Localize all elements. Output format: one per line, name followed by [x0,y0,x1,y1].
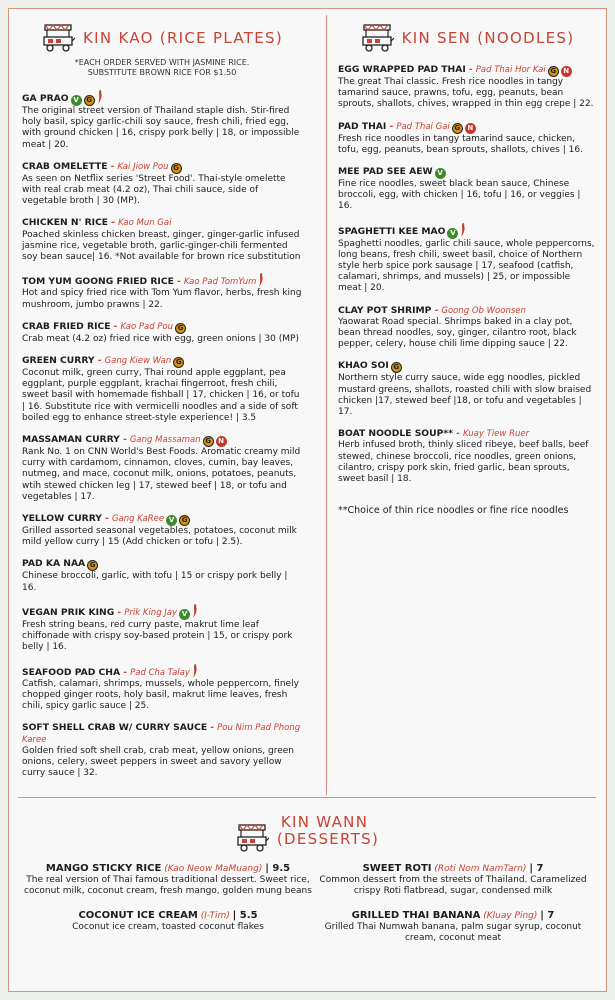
menu-item-thai-name: Kai Jiow Pou [117,161,169,172]
menu-item [22,664,302,713]
menu-item-name: CRAB FRIED RICE [22,320,111,332]
menu-item-description: Crab meat (4.2 oz) fried rice with egg, green onions | 30 (MP) [22,333,299,344]
name-separator: - [207,723,218,734]
menu-item-header [22,273,302,288]
menu-item-thai-name: Kao Mun Gai [118,218,172,229]
menu-item-name: YELLOW CURRY [22,513,102,525]
menu-item-description: Grilled assorted seasonal vegetables, potatoes, coconut milk mild yellow curry | 15 (Add chicken or tofu | 2.5). [22,526,297,548]
menu-item [22,90,302,151]
dessert-item [318,910,588,945]
name-separator: - [452,429,463,440]
dessert-item-header [18,910,318,922]
name-separator: - [94,356,105,367]
dessert-thai-name: (Roti Nom NamTarn) [434,864,527,874]
name-separator: - [386,121,397,132]
menu-item-header [22,321,302,334]
name-separator: - [431,305,442,316]
vegan-badge-icon: V [435,168,446,179]
menu-item [22,722,302,779]
menu-item-name: SPAGHETTI KEE MAO [338,225,446,237]
menu-item [22,217,302,263]
vegan-badge-icon: V [71,95,82,106]
menu-item-description: Rank No. 1 on CNN World's Best Foods. Aromatic creamy mild curry with cardamom, cinnamon, cloves, cumin, bay leaves, nutmeg, and mace, coconut milk, onions, potatoes, peanuts, wtih stewed chicken leg | 17, stewed beef | 18, or tofu and vegetables | 17. [22,447,301,502]
menu-item-name: VEGAN PRIK KING [22,606,115,618]
dessert-name: MANGO STICKY RICE [45,863,162,874]
rice-header [22,18,302,58]
menu-item-description: Northern style curry sauce, wide egg noodles, pickled mustard greens, shallots, roasted chili with slow braised chicken |17, stewed beef |18, or tofu and vegetables | 17. [338,373,592,418]
menu-item-thai-name: Gang Kiew Wan [104,356,172,367]
menu-item-thai-name: Kao Pad TomYum [183,277,257,288]
menu-item-thai-name: Pou Nim Pad Phong Karee [22,723,301,745]
menu-item-description: Catfish, calamari, shrimps, mussels, whole peppercorn, finely chopped ginger roots, holy basil, makrut lime leaves, fresh chili, spicy garlic sauce | 25. [22,678,299,712]
menu-item-name: CRAB OMELETTE [22,160,108,172]
dessert-item-header [18,863,318,875]
dessert-item [18,863,318,898]
menu-item-header [22,90,302,106]
menu-item-description: Fine rice noodles, sweet black bean sauce, Chinese broccoli, egg, with chicken | 16, tofu | 16, or veggies | 16. [338,179,581,212]
dessert-price: | 7 [529,863,544,874]
dessert-price: | 9.5 [265,863,291,874]
menu-item-name: MASSAMAN CURRY [22,434,120,446]
menu-item-description: Fresh rice noodles in tangy tamarind sauce, chicken, tofu, egg, peanuts, bean sprouts, shallots, chives | 16. [338,133,583,155]
name-separator: - [120,667,131,678]
menu-item [338,121,596,156]
menu-item-header [22,217,302,229]
chili-pepper-icon [460,223,466,237]
noodle-header [338,18,596,58]
menu-item-description: As seen on Netflix series 'Street Food'. Thai-style omelette with real crab meat (4.2 oz), Thai chili sauce, side of vegetable broth | 30 (MP). [22,173,286,207]
menu-item-name: CHICKEN N' RICE [22,217,109,229]
menu-item-description: Herb infused broth, thinly sliced ribeye, beef balls, beef stewed, chinese broccoli, rice noodles, green onions, cilantro, crispy pork skin, fried garlic, bean sprouts, sweet basil | 18. [338,440,589,485]
menu-item [22,355,302,424]
name-separator: - [114,607,125,618]
menu-item-thai-name: Prik King Jay [124,607,178,618]
menu-item [338,166,596,213]
menu-item-header [22,513,302,526]
name-separator: - [107,161,118,172]
section-divider [18,797,596,798]
menu-item-header [338,360,596,373]
name-separator: - [119,435,130,446]
gluten-free-badge-icon: G [175,323,186,334]
gluten-free-badge-icon: G [391,362,402,373]
gluten-free-badge-icon: G [548,66,559,77]
dessert-description: Grilled Thai Numwah banana, palm sugar syrup, coconut cream, coconut meat [324,921,582,944]
vegan-badge-icon: V [447,228,458,239]
noodle-section [338,18,596,517]
dessert-description: Coconut ice cream, toasted coconut flakes [72,921,264,932]
menu-item-description: The great Thai classic. Fresh rice noodles in tangy tamarind sauce, prawns, tofu, egg, peanuts, bean sprouts, shallots, chives, wrapped in thin egg crepe | 22. [338,77,594,110]
dessert-thai-name: (Kao Neow MaMuang) [164,864,263,874]
name-separator: - [173,277,184,288]
menu-item-header [338,166,596,179]
menu-item-description: Poached skinless chicken breast, ginger, ginger-garlic infused jasmine rice, vegetable broth, garlic-ginger-chili fermented soy bean sauce| 16. *Not available for brown rice substitution [22,229,301,263]
menu-item-header [22,558,302,571]
nut-badge-icon: N [216,436,227,447]
name-separator: - [465,65,476,75]
menu-item-header [22,604,302,620]
menu-item-name: CLAY POT SHRIMP [338,304,432,316]
dessert-name: COCONUT ICE CREAM [78,909,198,921]
dessert-header [18,805,596,857]
gluten-free-badge-icon: G [203,436,214,447]
menu-item-header [338,223,596,239]
dessert-item-header [318,910,588,922]
vegan-badge-icon: V [166,515,177,526]
menu-item-name: TOM YUM GOONG FRIED RICE [22,276,174,288]
noodle-title: KIN SEN (NOODLES) [401,29,575,47]
menu-item-header [22,355,302,368]
chili-pepper-icon [192,664,198,678]
menu-item-thai-name: Gang Massaman [129,435,201,446]
rice-section [22,18,302,789]
menu-item-description: Golden fried soft shell crab, crab meat, yellow onions, green onions, celery, sweet peppers in sweet and savory yellow curry sauce | 32. [22,745,294,779]
menu-item-thai-name: Kao Pad Pou [120,321,174,332]
rice-list [22,90,302,779]
menu-item-thai-name: Gang KaRee [111,514,165,525]
menu-item-description: The original street version of Thailand staple dish. Stir-fired holy basil, spicy garlic-chili soy sauce, fresh chili, fried egg, with ground chicken | 16, crispy pork belly | 18, or impossible meat | 20. [22,106,300,150]
menu-item-name: KHAO SOI [338,360,389,372]
menu-item [22,434,302,503]
menu-item-name: PAD THAI [338,120,387,132]
noodle-footnote: **Choice of thin rice noodles or fine rice noodles [338,505,569,517]
menu-item-thai-name: Pad Thai Hor Kai [475,65,546,75]
dessert-section [18,805,596,956]
menu-item-name: EGG WRAPPED PAD THAI [338,64,466,75]
menu-item-name: BOAT NOODLE SOUP** [338,428,453,440]
menu-item-name: SEAFOOD PAD CHA [22,666,121,678]
dessert-price: | 7 [540,909,555,921]
menu-item [338,64,596,111]
dessert-price: | 5.5 [232,909,258,921]
chili-pepper-icon [258,273,264,287]
gluten-free-badge-icon: G [84,95,95,106]
gluten-free-badge-icon: G [171,163,182,174]
menu-item-thai-name: Pad Thai Gai [396,121,450,132]
dessert-item [318,863,588,898]
menu-item-description: Chinese broccoli, garlic, with tofu | 15 or crispy pork belly | 16. [22,571,288,593]
menu-item-name: PAD KA NAA [22,558,86,570]
column-divider [326,15,327,795]
menu-item [338,223,596,295]
nut-badge-icon: N [561,66,572,77]
nut-badge-icon: N [465,123,476,134]
name-separator: - [110,321,121,332]
menu-item-description: Spaghetti noodles, garlic chili sauce, whole peppercorns, long beans, fresh chili, sweet basil, choice of Northern style herb spice pork sausage | 17, seafood (catfish, calamari, shrimps, and mussels) | 25, or impossible meat | 20. [338,238,595,294]
menu-item [22,604,302,654]
dessert-name: GRILLED THAI BANANA [351,909,481,921]
dessert-thai-name: (Kluay Ping) [483,910,538,921]
gluten-free-badge-icon: G [452,123,463,134]
food-cart-icon [41,23,75,53]
menu-item-thai-name: Kuay Tiew Ruer [462,429,530,440]
menu-item-description: Coconut milk, green curry, Thai round apple eggplant, pea eggplant, purple eggplant, krachai fingerroot, fresh chili, sweet basil with homemade fishball | 17, chicken | 16, or tofu | 16. Substitute rice with vermicelli noodles and a side of soft boiled egg to enhance street-style experience! | 3.5 [22,368,300,423]
menu-item [22,273,302,311]
rice-note: *EACH ORDER SERVED WITH JASMINE RICE. SUBSTITUTE BROWN RICE FOR $1.50 [74,58,250,77]
food-cart-icon [235,823,269,853]
menu-item-thai-name: Goong Ob Woonsen [441,305,526,316]
gluten-free-badge-icon: G [179,515,190,526]
dessert-grid [18,863,596,956]
menu-item-thai-name: Pad Cha Talay [130,667,190,678]
menu-item-header [338,121,596,134]
noodle-list [338,64,596,485]
menu-item-header [338,428,596,440]
name-separator: - [108,218,119,229]
dessert-description: Common dessert from the streets of Thailand. Caramelized crispy Roti flatbread, sugar, condensed milk [319,875,587,897]
menu-item-description: Yaowarat Road special. Shrimps baked in a clay pot, bean thread noodles, soy, ginger, cilantro root, black pepper, celery, house chili lime dipping sauce | 22. [338,316,577,350]
menu-item [338,360,596,418]
menu-item-name: MEE PAD SEE AEW [338,166,433,178]
menu-item [22,558,302,593]
menu-item-name: GA PRAO [22,93,69,104]
gluten-free-badge-icon: G [87,560,98,571]
menu-item-name: SOFT SHELL CRAB W/ CURRY SAUCE [22,722,208,734]
menu-item-name: GREEN CURRY [22,355,95,367]
vegan-badge-icon: V [179,609,190,620]
dessert-subtitle: (DESSERTS) [276,830,380,848]
menu-item-header [338,305,596,317]
menu-item [22,513,302,548]
chili-pepper-icon [97,90,103,104]
dessert-item-header [318,863,588,875]
menu-item-header [22,161,302,174]
menu-item [22,161,302,208]
dessert-thai-name: (I-Tim) [200,910,230,921]
menu-item-header [22,664,302,679]
dessert-name: SWEET ROTI [362,863,432,874]
menu-item-header [338,64,596,77]
menu-item [338,305,596,351]
dessert-item [18,910,318,945]
rice-title: KIN KAO (RICE PLATES) [83,29,283,47]
menu-item [338,428,596,485]
menu-item-header [22,722,302,745]
dessert-description: The real version of Thai famous traditional dessert. Sweet rice, coconut milk, coconut cream, fresh mango, golden mung beans [24,875,312,897]
menu-item [22,321,302,345]
menu-item-description: Fresh string beans, red curry paste, makrut lime leaf chiffonade with crispy soy-based protein | 15, or crispy pork belly | 16. [22,619,293,653]
gluten-free-badge-icon: G [173,357,184,368]
chili-pepper-icon [192,604,198,618]
menu-item-description: Hot and spicy fried rice with Tom Yum flavor, herbs, fresh king mushroom, jumbo prawns | 22. [22,288,302,310]
menu-item-header [22,434,302,447]
name-separator: - [101,514,112,525]
dessert-title: KIN WANN [280,813,369,831]
food-cart-icon [360,23,394,53]
